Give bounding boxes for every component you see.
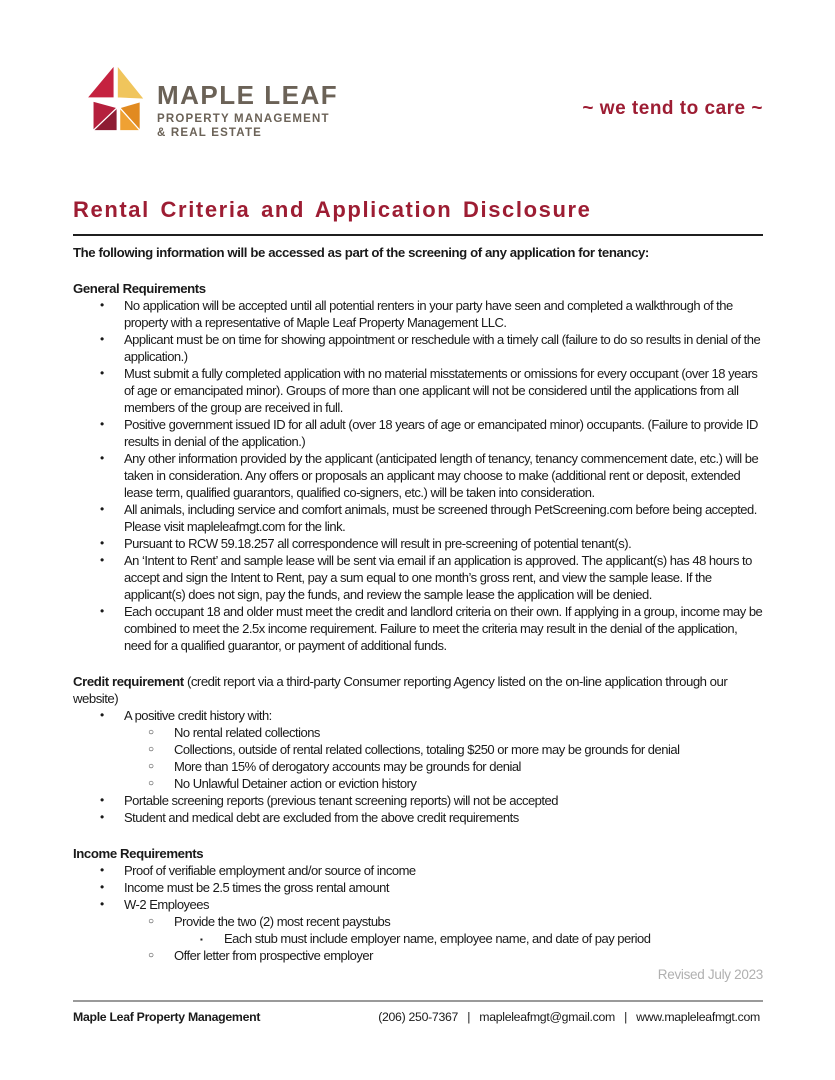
- bullet-text: Applicant must be on time for showing appointment or reschedule with a timely call (failure to do so results in denial of the application.): [124, 331, 761, 364]
- circle-bullet-icon: ○: [148, 743, 154, 755]
- disc-bullet-icon: •: [100, 416, 104, 431]
- bullet-item: [73, 297, 763, 331]
- section: [73, 845, 763, 964]
- bullet-item: [73, 416, 763, 450]
- bullet-text: Each occupant 18 and older must meet the credit and landlord criteria on their own. If applying in a group, income may be combined to meet the 2.5x income requirement. Failure to meet the criteria may result in the denial of the application, need for a qualified guarantor, or payment of additional funds.: [124, 603, 763, 653]
- section: [73, 673, 763, 826]
- bullet-item: [73, 913, 763, 930]
- disc-bullet-icon: •: [100, 792, 104, 807]
- bullet-item: [73, 879, 763, 896]
- disc-bullet-icon: •: [100, 896, 104, 911]
- brand-tagline: ~ we tend to care ~: [582, 98, 763, 119]
- bullet-text: More than 15% of derogatory accounts may be grounds for denial: [174, 758, 521, 774]
- disc-bullet-icon: •: [100, 501, 104, 516]
- bullet-item: [73, 365, 763, 416]
- disc-bullet-icon: •: [100, 707, 104, 722]
- bullet-item: [73, 862, 763, 879]
- title-divider: [73, 234, 763, 236]
- disc-bullet-icon: •: [100, 879, 104, 894]
- footer-website: www.mapleleafmgt.com: [636, 1010, 760, 1024]
- disc-bullet-icon: •: [100, 450, 104, 465]
- section-heading: [73, 280, 763, 297]
- section-heading-bold: Credit requirement: [73, 673, 184, 689]
- bullet-text: All animals, including service and comfort animals, must be screened through PetScreening.com before being accepted. Please visit mapleleafmgt.com for the link.: [124, 501, 757, 534]
- bullet-item: [73, 947, 763, 964]
- footer: [73, 1000, 763, 1024]
- bullet-text: Collections, outside of rental related collections, totaling $250 or more may be grounds for denial: [174, 741, 680, 757]
- footer-separator-2: |: [624, 1010, 628, 1024]
- circle-bullet-icon: ○: [148, 915, 154, 927]
- intro-statement: The following information will be accessed as part of the screening of any application for tenancy:: [73, 244, 649, 260]
- circle-bullet-icon: ○: [148, 760, 154, 772]
- bullet-text: Student and medical debt are excluded from the above credit requirements: [124, 809, 519, 825]
- section: [73, 280, 763, 654]
- sections: [73, 280, 763, 964]
- bullet-item: [73, 552, 763, 603]
- disc-bullet-icon: •: [100, 552, 104, 567]
- revised-date-note: Revised July 2023: [657, 966, 763, 982]
- circle-bullet-icon: ○: [148, 949, 154, 961]
- square-bullet-icon: ▪: [200, 934, 203, 944]
- brand-subtitle-1: PROPERTY MANAGEMENT: [157, 113, 330, 125]
- bullet-text: Portable screening reports (previous tenant screening reports) will not be accepted: [124, 792, 558, 808]
- section-heading: [73, 845, 763, 862]
- section-heading: [73, 673, 763, 707]
- disc-bullet-icon: •: [100, 365, 104, 380]
- bullet-text: Positive government issued ID for all adult (over 18 years of age or emancipated minor) occupants. (Failure to provide ID results in denial of the application.): [124, 416, 758, 449]
- bullet-text: No application will be accepted until all potential renters in your party have seen and completed a walkthrough of the property with a representative of Maple Leaf Property Management LLC.: [124, 297, 733, 330]
- bullet-text: Pursuant to RCW 59.18.257 all correspondence will result in pre-screening of potential tenant(s).: [124, 535, 632, 551]
- bullet-text: Provide the two (2) most recent paystubs: [174, 913, 391, 929]
- disc-bullet-icon: •: [100, 331, 104, 346]
- disc-bullet-icon: •: [100, 603, 104, 618]
- bullet-item: [73, 501, 763, 535]
- bullet-item: [73, 535, 763, 552]
- bullet-item: [73, 603, 763, 654]
- footer-divider: [73, 1000, 763, 1002]
- bullet-text: Must submit a fully completed application with no material misstatements or omissions for every occupant (over 18 years of age or emancipated minor). Groups of more than one applicant will not be considered until the applications from all members of the group are received in full.: [124, 365, 758, 415]
- bullet-item: [73, 896, 763, 913]
- page-title: Rental Criteria and Application Disclosure: [73, 196, 592, 222]
- circle-bullet-icon: ○: [148, 726, 154, 738]
- bullet-item: [73, 930, 763, 947]
- footer-phone: (206) 250-7367: [378, 1010, 459, 1024]
- bullet-item: [73, 331, 763, 365]
- circle-bullet-icon: ○: [148, 777, 154, 789]
- bullet-text: Proof of verifiable employment and/or source of income: [124, 862, 416, 878]
- section-heading-bold: General Requirements: [73, 280, 206, 296]
- bullet-text: No Unlawful Detainer action or eviction history: [174, 775, 417, 791]
- bullet-text: Income must be 2.5 times the gross rental amount: [124, 879, 390, 895]
- footer-separator-1: |: [467, 1010, 471, 1024]
- logo-roof-right: [117, 65, 144, 99]
- brand-name: MAPLE LEAF: [157, 80, 339, 110]
- bullet-item: [73, 724, 763, 741]
- bullet-text: No rental related collections: [174, 724, 320, 740]
- bullet-text: Each stub must include employer name, employee name, and date of pay period: [224, 930, 651, 946]
- bullet-text: Offer letter from prospective employer: [174, 947, 373, 963]
- disc-bullet-icon: •: [100, 862, 104, 877]
- brand-text: [157, 82, 338, 141]
- bullet-item: [73, 707, 763, 724]
- footer-email: mapleleafmgt@gmail.com: [479, 1010, 615, 1024]
- footer-company-name: Maple Leaf Property Management: [73, 1010, 261, 1024]
- bullet-item: [73, 758, 763, 775]
- bullet-text: W-2 Employees: [124, 896, 210, 912]
- disc-bullet-icon: •: [100, 535, 104, 550]
- bullet-text: An ‘Intent to Rent’ and sample lease will be sent via email if an application is approved. The applicant(s) has 48 hours to accept and sign the Intent to Rent, pay a sum equal to one month’s gross rent, and view the sample lease. If the applicant(s) does not sign, pay the funds, and review the sample lease the application will be denied.: [124, 552, 752, 602]
- footer-contacts: [375, 1010, 763, 1024]
- bullet-item: [73, 741, 763, 758]
- bullet-text: A positive credit history with:: [124, 707, 272, 723]
- brand-subtitle-2: & REAL ESTATE: [157, 127, 263, 140]
- bullet-item: [73, 775, 763, 792]
- disc-bullet-icon: •: [100, 297, 104, 312]
- section-heading-bold: Income Requirements: [73, 845, 204, 861]
- disc-bullet-icon: •: [100, 809, 104, 824]
- logo-roof-left: [87, 65, 114, 98]
- header: [73, 0, 763, 141]
- footer-row: [73, 1010, 763, 1024]
- maple-leaf-house-logo-icon: [85, 64, 147, 132]
- bullet-item: [73, 792, 763, 809]
- section-heading-rest: (credit report via a third-party Consumer reporting Agency listed on the on-line application through our website): [73, 673, 728, 706]
- bullet-item: [73, 450, 763, 501]
- bullet-text: Any other information provided by the applicant (anticipated length of tenancy, tenancy commencement date, etc.) will be taken in consideration. Any offers or proposals an applicant may choose to make (additional rent or deposit, extended lease term, qualified guarantors, qualified co-signers, etc.) will be taken into consideration.: [124, 450, 759, 500]
- bullet-item: [73, 809, 763, 826]
